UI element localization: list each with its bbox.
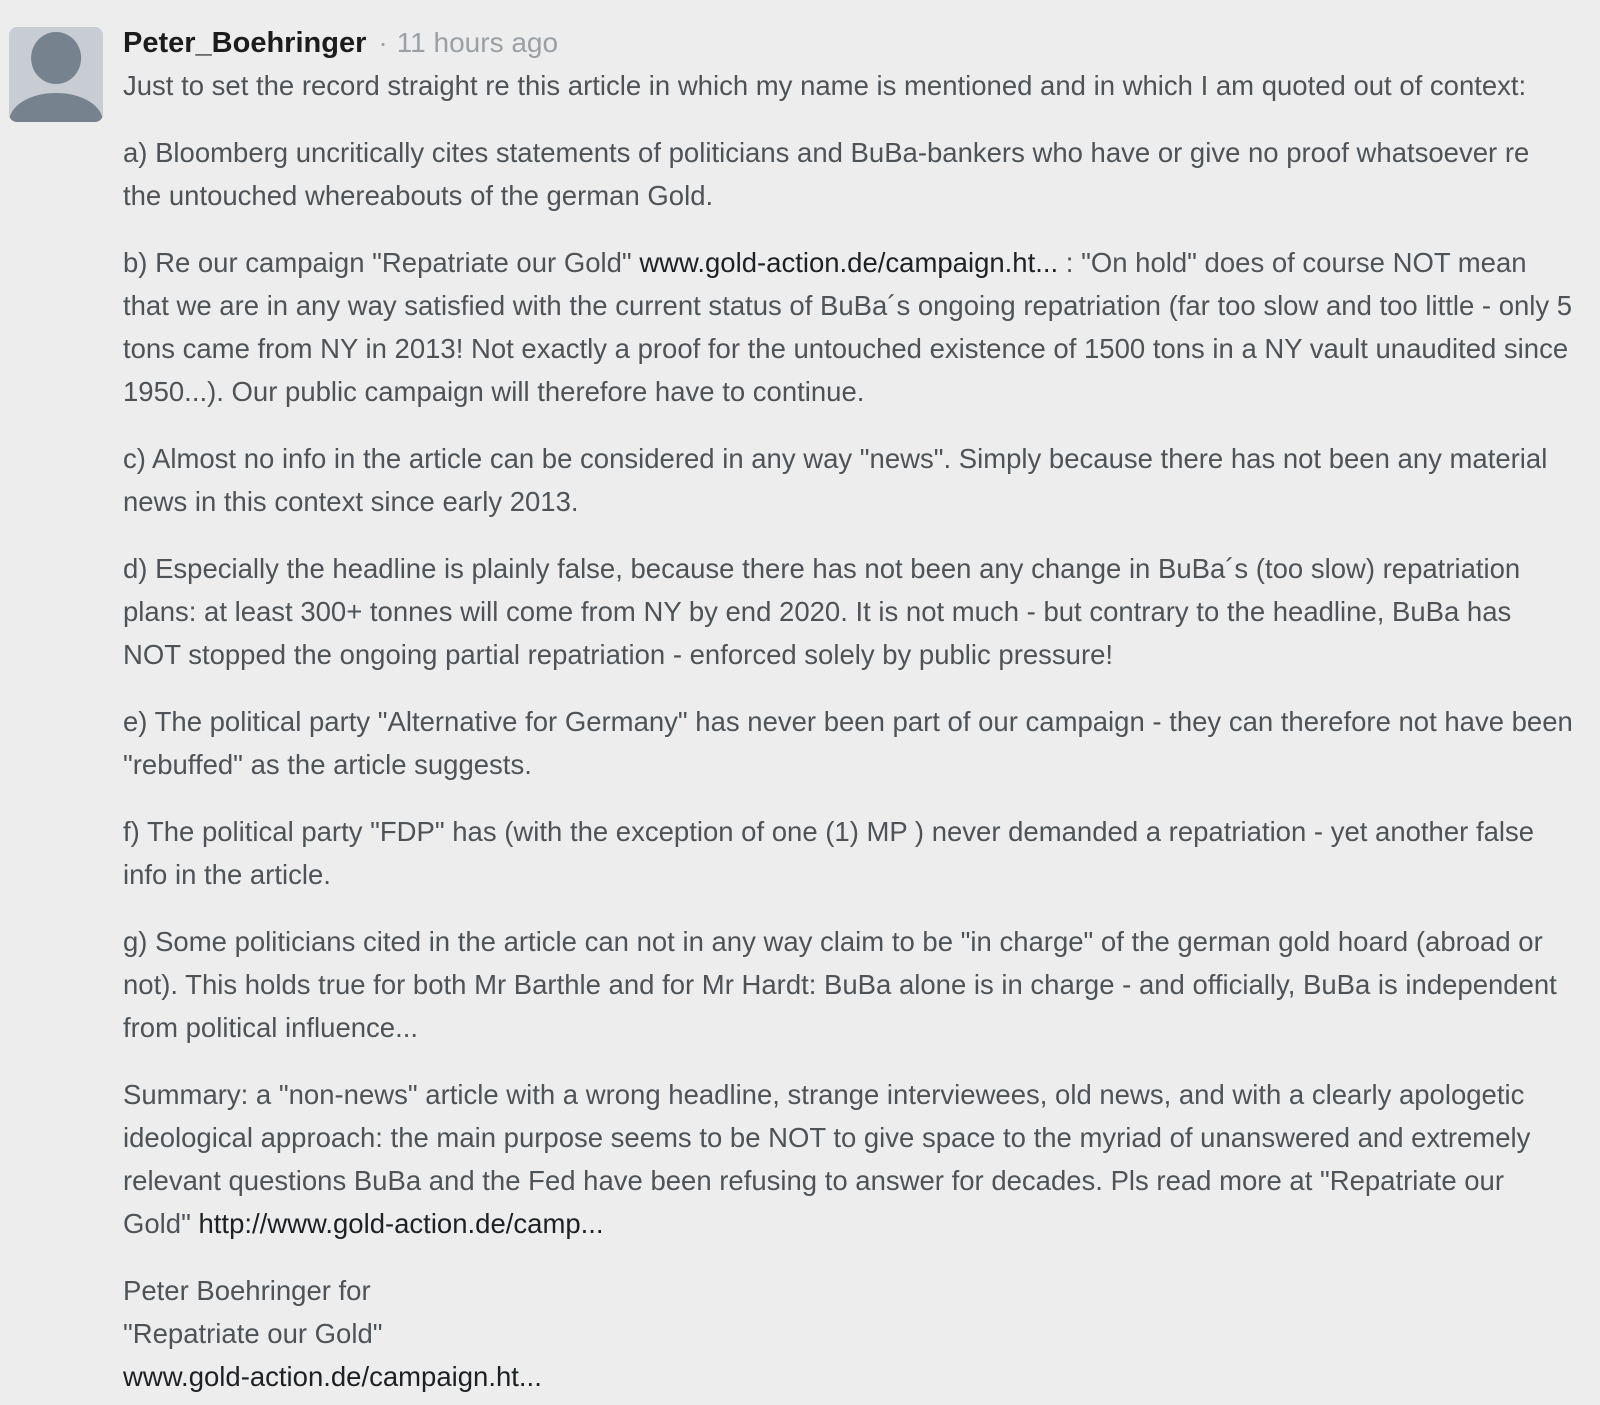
comment-paragraph <box>123 1073 1574 1245</box>
inline-link[interactable]: http://www.gold-action.de/camp... <box>198 1208 604 1239</box>
inline-link[interactable]: www.gold-action.de/campaign.ht... <box>123 1361 542 1392</box>
text-segment: Summary: a "non-news" article with a wrong headline, strange interviewees, old news, and with a clearly apologetic ideological approach: the main purpose seems to be NOT to give space to the myriad of unanswered and extremely relevant questions BuBa and the Fed have been refusing to answer for decades. Pls read more at "Repatriate our Gold" <box>123 1079 1531 1239</box>
comment-body <box>123 64 1574 1398</box>
person-silhouette-icon <box>31 32 81 84</box>
separator-dot: · <box>378 27 388 58</box>
comment-paragraph <box>123 810 1574 896</box>
text-segment: c) Almost no info in the article can be considered in any way "news". Simply because there has not been any material news in this context since early 2013. <box>123 443 1548 517</box>
text-segment: f) The political party "FDP" has (with the exception of one (1) MP ) never demanded a repatriation - yet another false info in the article. <box>123 816 1535 890</box>
text-segment: a) Bloomberg uncritically cites statements of politicians and BuBa-bankers who have or give no proof whatsoever re the untouched whereabouts of the german Gold. <box>123 137 1530 211</box>
text-segment: : "On hold" does of course NOT mean that we are in any way satisfied with the current status of BuBa´s ongoing repatriation (far too slow and too little - only 5 tons came from NY in 2013! Not exactly a proof for the untouched existence of 1500 tons in a NY vault unaudited since 1950...). Our public campaign will therefore have to continue. <box>123 247 1573 407</box>
comment-author[interactable]: Peter_Boehringer <box>123 27 367 59</box>
text-segment: d) Especially the headline is plainly false, because there has not been any change in BuBa´s (too slow) repatriation plans: at least 300+ tonnes will come from NY by end 2020. It is not much - but contrary to the headline, BuBa has NOT stopped the ongoing partial repatriation - enforced solely by public pressure! <box>123 553 1521 670</box>
text-segment: g) Some politicians cited in the article can not in any way claim to be "in charge" of the german gold hoard (abroad or not). This holds true for both Mr Barthle and for Mr Hardt: BuBa alone is in charge - and officially, BuBa is independent from political influence... <box>123 926 1557 1043</box>
comment-content <box>123 27 1574 1398</box>
comment-timestamp[interactable]: 11 hours ago <box>396 27 559 58</box>
comment-paragraph <box>123 920 1574 1049</box>
text-segment: Just to set the record straight re this article in which my name is mentioned and in which I am quoted out of context: <box>123 70 1527 101</box>
comment-paragraph <box>123 1269 1574 1398</box>
text-segment: b) Re our campaign "Repatriate our Gold" <box>123 247 640 278</box>
inline-link[interactable]: www.gold-action.de/campaign.ht... <box>639 247 1059 278</box>
comment-paragraph <box>123 700 1574 786</box>
comment-paragraph <box>123 64 1574 107</box>
text-segment: "Repatriate our Gold" <box>123 1318 383 1349</box>
comment-paragraph <box>123 131 1574 217</box>
person-silhouette-icon <box>9 93 103 122</box>
comment-header <box>123 27 1574 64</box>
comment-paragraph <box>123 241 1574 413</box>
text-segment: Peter Boehringer for <box>123 1275 371 1306</box>
avatar[interactable] <box>9 27 103 122</box>
text-segment: e) The political party "Alternative for Germany" has never been part of our campaign - they can therefore not have been "rebuffed" as the article suggests. <box>123 706 1573 780</box>
comment-paragraph <box>123 437 1574 523</box>
comment-paragraph <box>123 547 1574 676</box>
